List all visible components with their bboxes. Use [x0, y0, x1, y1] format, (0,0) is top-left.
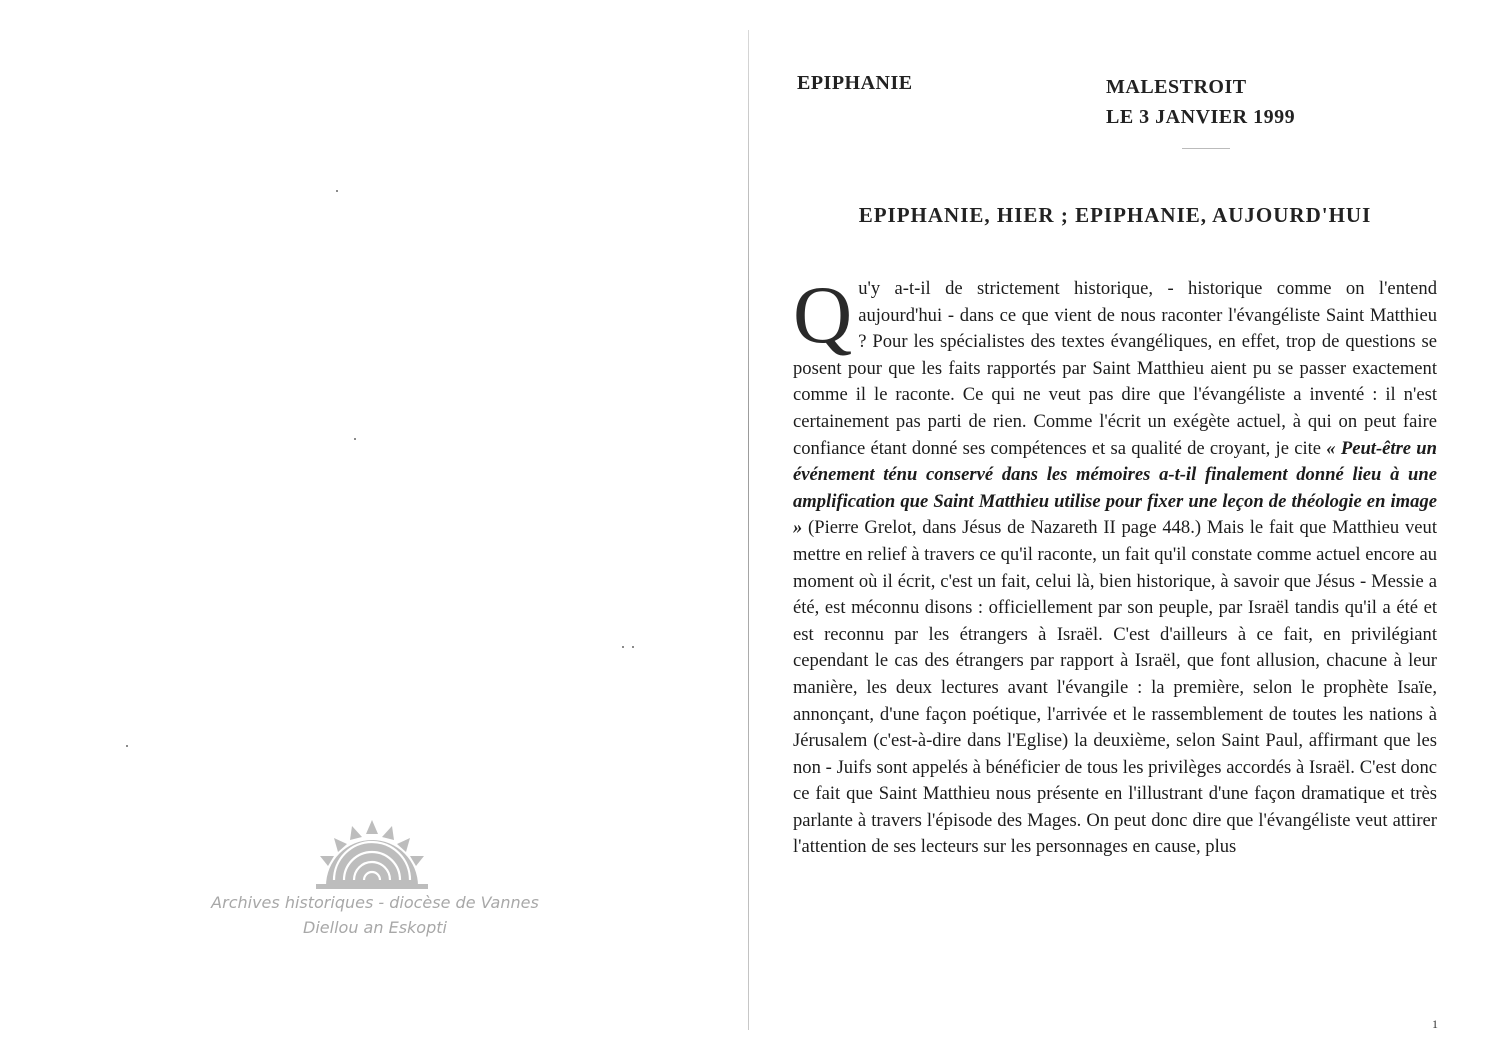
scan-speck [632, 646, 634, 648]
scan-speck [354, 438, 356, 440]
header-feast: EPIPHANIE [797, 72, 913, 94]
drop-cap: Q [793, 269, 853, 360]
body-paragraph-part-2: (Pierre Grelot, dans Jésus de Nazareth II page 448.) Mais le fait que Matthieu veut mettre en relief à travers ce qu'il raconte, un fait qu'il constate comme actuel encore au moment où il écrit, c'est un fait, celui là, bien historique, à savoir que Jésus - Messie a été, est méconnu disons : officiellement par son peuple, par Israël tandis qu'il a été et est reconnu par les étrangers à Israël. C'est d'ailleurs à ce fait, en privilégiant cependant le cas des étrangers par rapport à Israël, que font allusion, chacune à leur manière, les deux lectures avant l'évangile : la première, selon le prophète Isaïe, annonçant, d'une façon poétique, l'arrivée et le rassemblement de toutes les nations à Jérusalem (c'est-à-dire dans l'Eglise) la deuxième, selon Saint Paul, affirmant que les non - Juifs sont appelés à bénéficier de tous les privilèges accordés à Israël. C'est donc ce fait que Saint Matthieu nous présente en l'illustrant d'une façon dramatique et très parlante à travers l'épisode des Mages. On peut donc dire que l'évangéliste veut attirer l'attention de ses lecteurs sur les personnages en cause, plus [793, 517, 1437, 858]
header-place: MALESTROIT [1106, 76, 1247, 98]
scan-speck [126, 745, 128, 747]
header-date: LE 3 JANVIER 1999 [1106, 106, 1296, 128]
watermark-line-2: Diellou an Eskopti [303, 918, 447, 937]
sermon-title: EPIPHANIE, HIER ; EPIPHANIE, AUJOURD'HUI [858, 203, 1372, 227]
body-paragraph-part-1: u'y a-t-il de strictement historique, - historique comme on l'entend aujourd'hui - dans ce que vient de nous raconter l'évangéliste Saint Matthieu ? Pour les spécialistes des textes évangéliques, en effet, trop de questions se posent pour que les faits rapportés par Saint Matthieu aient pu se passer exactement comme il le raconte. Ce qui ne veut pas dire que l'évangéliste a inventé : il n'est certainement pas parti de rien. Comme l'écrit un exégète actuel, à qui on peut faire confiance étant donné ses compétences et sa qualité de croyant, je cite [793, 278, 1437, 459]
scan-speck [622, 646, 624, 648]
header-place-date [1106, 72, 1295, 132]
scan-speck [336, 190, 338, 192]
page-number: 1 [1432, 1017, 1438, 1031]
header-rule [1182, 148, 1230, 149]
watermark-line-1: Archives historiques - diocèse de Vannes [211, 893, 539, 912]
citation-quote: « Peut-être un événement ténu conservé dans les mémoires a-t-il finalement donné lieu à une amplification que Saint Matthieu utilise pour fixer une leçon de théologie en image » [793, 437, 1437, 539]
page-spread-divider [748, 30, 749, 1030]
sermon-body [793, 269, 1437, 861]
diocese-archives-emblem-icon [312, 818, 432, 890]
